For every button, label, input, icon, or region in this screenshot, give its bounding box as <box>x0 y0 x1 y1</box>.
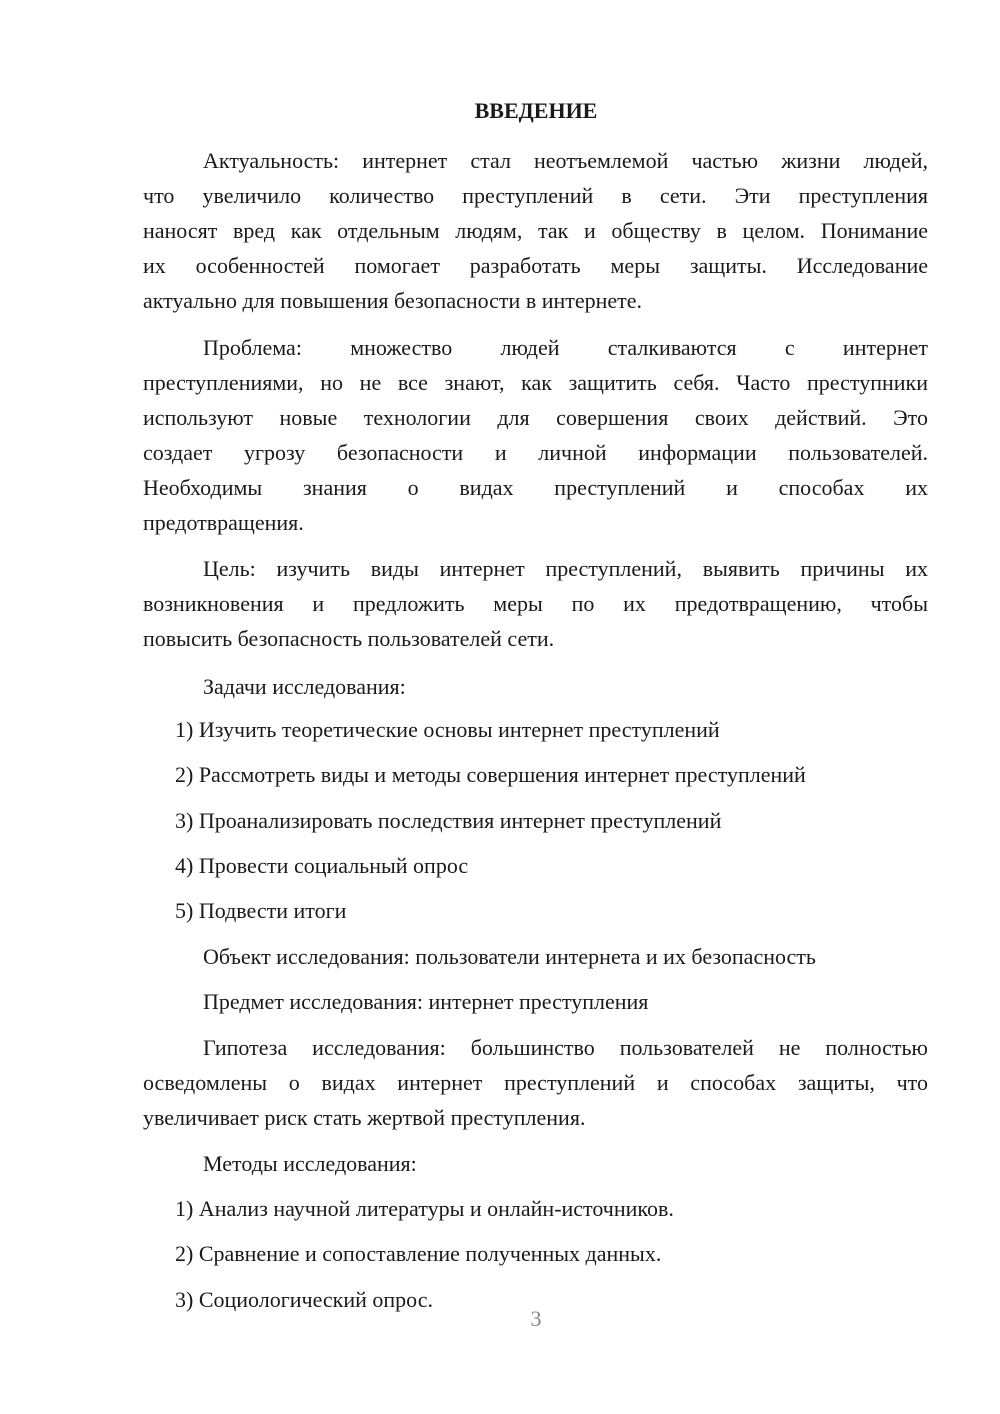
text-line: повысить безопасность пользователей сети. <box>143 626 555 651</box>
text-line: Цель: изучить виды интернет преступлений, выявить причины их <box>203 556 928 581</box>
text-line: актуально для повышения безопасности в интернете. <box>143 288 643 313</box>
text-line: 4) Провести социальный опрос <box>175 853 469 878</box>
list-item <box>143 757 928 792</box>
list-item <box>143 1236 928 1271</box>
paragraph <box>143 551 928 656</box>
text-line: 3) Социологический опрос. <box>175 1287 433 1312</box>
page-title: ВВЕДЕНИЕ <box>474 98 598 123</box>
text-line: возникновения и предложить меры по их предотвращению, чтобы <box>143 591 928 616</box>
paragraph <box>143 984 928 1019</box>
list-item <box>143 1191 928 1226</box>
text-line: Задачи исследования: <box>203 674 406 699</box>
text-line: используют новые технологии для совершения своих действий. Это <box>143 405 928 430</box>
text-line: 2) Сравнение и сопоставление полученных данных. <box>175 1241 662 1266</box>
paragraph <box>143 143 928 318</box>
text-line: Методы исследования: <box>203 1151 417 1176</box>
list-item <box>143 893 928 928</box>
text-line: наносят вред как отдельным людям, так и обществу в целом. Понимание <box>143 218 928 243</box>
text-line: предотвращения. <box>143 510 304 535</box>
text-line: 2) Рассмотреть виды и методы совершения интернет преступлений <box>175 762 806 787</box>
text-line: Необходимы знания о видах преступлений и способах их <box>143 475 928 500</box>
text-line: 3) Проанализировать последствия интернет преступлений <box>175 808 722 833</box>
paragraph <box>143 1030 928 1135</box>
text-line: увеличивает риск стать жертвой преступления. <box>143 1105 586 1130</box>
list-item <box>143 712 928 747</box>
text-line: создает угрозу безопасности и личной информации пользователей. <box>143 440 928 465</box>
text-line: Гипотеза исследования: большинство пользователей не полностью <box>203 1035 928 1060</box>
text-line: 1) Анализ научной литературы и онлайн-источников. <box>175 1196 674 1221</box>
list-item <box>143 848 928 883</box>
text-line: осведомлены о видах интернет преступлений и способах защиты, что <box>143 1070 928 1095</box>
text-line: что увеличило количество преступлений в сети. Эти преступления <box>143 183 928 208</box>
text-line: 1) Изучить теоретические основы интернет преступлений <box>175 717 720 742</box>
page-number: 3 <box>530 1306 542 1331</box>
text-line: Предмет исследования: интернет преступления <box>203 989 649 1014</box>
paragraph <box>143 669 928 704</box>
text-line: 5) Подвести итоги <box>175 898 347 923</box>
text-line: Проблема: множество людей сталкиваются с интернет <box>203 335 928 360</box>
paragraph <box>143 1146 928 1181</box>
text-line: преступлениями, но не все знают, как защитить себя. Часто преступники <box>143 370 928 395</box>
paragraph <box>143 330 928 540</box>
text-line: Актуальность: интернет стал неотъемлемой частью жизни людей, <box>203 148 928 173</box>
text-line: Объект исследования: пользователи интернета и их безопасность <box>203 944 816 969</box>
list-item <box>143 803 928 838</box>
text-line: их особенностей помогает разработать меры защиты. Исследование <box>143 253 928 278</box>
paragraph <box>143 939 928 974</box>
